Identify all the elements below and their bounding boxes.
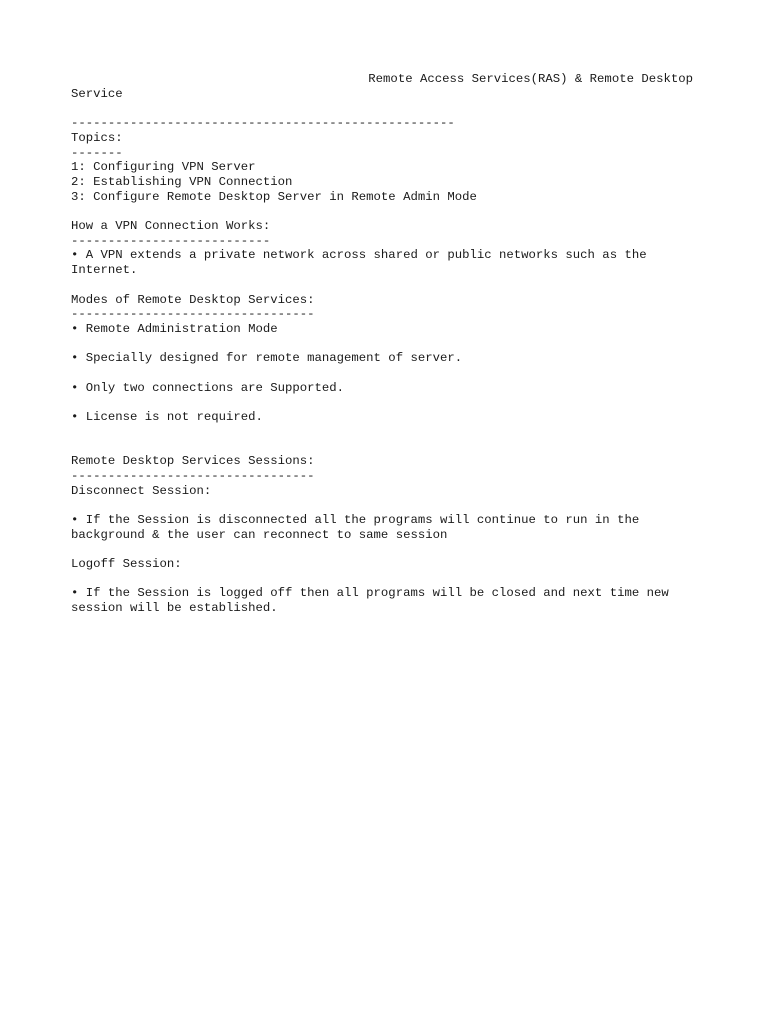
spacer: [71, 572, 693, 587]
modes-underline: ---------------------------------: [71, 307, 315, 322]
vpn-underline: ---------------------------: [71, 233, 271, 248]
vpn-heading: How a VPN Connection Works:: [71, 219, 271, 233]
spacer: [71, 366, 693, 381]
topic-item-1: 1: Configuring VPN Server: [71, 160, 256, 175]
modes-bullet-2: • Specially designed for remote management of server.: [71, 351, 463, 366]
disconnect-line-1: • If the Session is disconnected all the programs will continue to run in the: [71, 512, 640, 527]
vpn-bullet-line-2: Internet.: [71, 263, 138, 278]
spacer: [71, 337, 693, 352]
spacer: [71, 278, 693, 293]
spacer: [71, 439, 693, 454]
modes-heading: Modes of Remote Desktop Services:: [71, 292, 315, 307]
disconnect-heading: Disconnect Session:: [71, 483, 212, 498]
spacer: [71, 425, 693, 440]
document-title-line-1: Remote Access Services(RAS) & Remote Desktop: [368, 72, 693, 86]
sessions-underline: ---------------------------------: [71, 468, 315, 483]
modes-bullet-1: • Remote Administration Mode: [71, 321, 278, 336]
spacer: [71, 204, 693, 219]
topics-underline: -------: [71, 145, 123, 160]
logoff-line-2: session will be established.: [71, 601, 278, 616]
logoff-heading: Logoff Session:: [71, 557, 182, 572]
logoff-line-1: • If the Session is logged off then all programs will be closed and next time new: [71, 586, 669, 601]
topic-item-2: 2: Establishing VPN Connection: [71, 174, 293, 189]
spacer: [71, 542, 693, 557]
document-page: [71, 72, 693, 616]
spacer: [71, 395, 693, 410]
document-title-line-2: Service: [71, 86, 123, 101]
modes-bullet-4: • License is not required.: [71, 410, 263, 425]
topic-item-3: 3: Configure Remote Desktop Server in Remote Admin Mode: [71, 189, 477, 204]
main-separator: ----------------------------------------------------: [71, 116, 455, 131]
topics-heading: Topics:: [71, 130, 123, 145]
spacer: [71, 101, 693, 116]
disconnect-line-2: background & the user can reconnect to same session: [71, 527, 448, 542]
modes-bullet-3: • Only two connections are Supported.: [71, 380, 345, 395]
spacer: [71, 498, 693, 513]
sessions-heading: Remote Desktop Services Sessions:: [71, 454, 315, 469]
vpn-bullet-line-1: • A VPN extends a private network across shared or public networks such as the: [71, 248, 647, 263]
